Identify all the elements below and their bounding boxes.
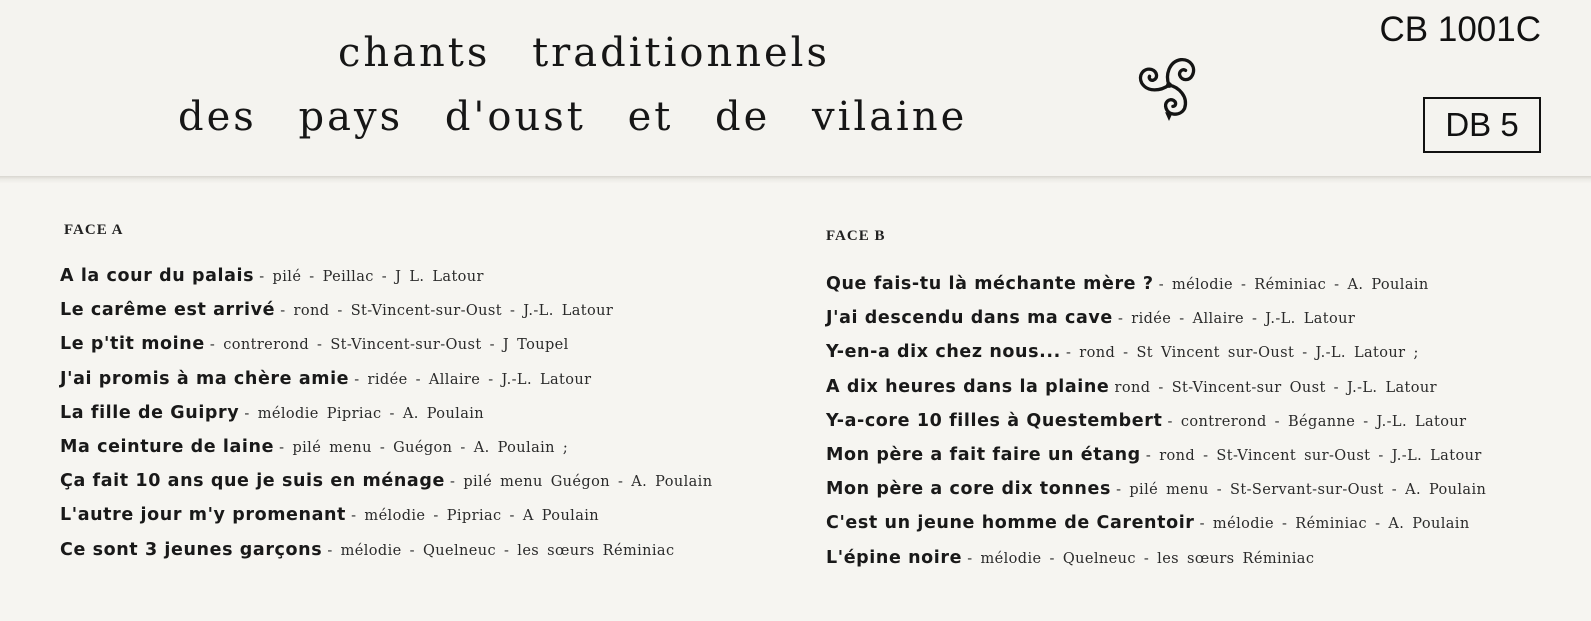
track-details: - mélodie - Réminiac - A. Poulain (1158, 277, 1429, 293)
track-row (826, 445, 1486, 479)
track-details: - mélodie - Réminiac - A. Poulain (1199, 516, 1470, 533)
track-details: - rond - St-Vincent-sur-Oust - J.-L. Latour (280, 303, 614, 320)
face-b-heading: FACE B (826, 228, 886, 244)
track-row (826, 274, 1486, 308)
track-row (60, 403, 712, 437)
album-title-line-1: chants traditionnels (338, 30, 830, 76)
track-details: - pilé menu - Guégon - A. Poulain ; (279, 439, 569, 456)
track-title: Le carême est arrivé (60, 300, 276, 321)
track-title: A la cour du palais (60, 266, 255, 286)
track-row (826, 377, 1486, 411)
triskele-icon (1130, 48, 1208, 122)
track-details: - mélodie - Quelneuc - les sœurs Réminiac (967, 550, 1315, 567)
track-details: - mélodie - Pipriac - A Poulain (351, 508, 600, 525)
track-row (60, 505, 712, 539)
fold-divider (0, 176, 1591, 184)
track-title: Mon père a core dix tonnes (826, 479, 1111, 500)
track-row (826, 308, 1486, 342)
track-details: rond - St-Vincent-sur Oust - J.-L. Latour (1114, 379, 1437, 396)
album-title-line-2: des pays d'oust et de vilaine (178, 94, 968, 140)
track-title: L'épine noire (826, 547, 963, 568)
track-row (60, 266, 712, 300)
track-row (60, 540, 712, 574)
track-row (60, 300, 712, 334)
track-details: - rond - St Vincent sur-Oust - J.-L. Latour ; (1065, 345, 1419, 362)
track-details: - contrerond - Béganne - J.-L. Latour (1167, 413, 1467, 430)
track-details: - ridée - Allaire - J.-L. Latour (354, 371, 592, 388)
product-code-box: DB 5 (1423, 97, 1541, 153)
track-details: - mélodie - Quelneuc - les sœurs Réminiac (327, 542, 675, 559)
cover-header-panel (0, 0, 1591, 176)
track-row (826, 411, 1486, 445)
track-title: Y-en-a dix chez nous... (826, 342, 1061, 363)
track-details: - mélodie Pipriac - A. Poulain (244, 405, 485, 422)
track-details: - ridée - Allaire - J.-L. Latour (1117, 311, 1356, 328)
track-details: - rond - St-Vincent sur-Oust - J.-L. Latour (1145, 447, 1482, 464)
track-row (60, 471, 712, 505)
track-details: - contrerond - St-Vincent-sur-Oust - J Toupel (209, 337, 569, 354)
track-row (826, 548, 1486, 582)
track-title: Ça fait 10 ans que je suis en ménage (60, 471, 445, 492)
track-row (826, 342, 1486, 376)
track-title: Le p'tit moine (60, 334, 205, 355)
track-title: A dix heures dans la plaine (826, 376, 1110, 397)
catalog-number: CB 1001C (1379, 10, 1541, 49)
track-title: Ma ceinture de laine (60, 436, 275, 457)
track-details: - pilé - Peillac - J L. Latour (259, 269, 484, 285)
face-a-heading: FACE A (64, 222, 124, 238)
track-title: J'ai promis à ma chère amie (60, 368, 350, 389)
face-b-track-list (826, 274, 1486, 582)
track-row (60, 369, 712, 403)
track-details: - pilé menu - St-Servant-sur-Oust - A. Poulain (1116, 482, 1487, 499)
track-row (60, 334, 712, 368)
track-title: J'ai descendu dans ma cave (826, 308, 1113, 329)
track-title: C'est un jeune homme de Carentoir (826, 513, 1195, 534)
track-title: Y-a-core 10 filles à Questembert (826, 410, 1163, 431)
track-title: Mon père a fait faire un étang (826, 444, 1141, 465)
track-details: - pilé menu Guégon - A. Poulain (450, 474, 713, 491)
face-a-track-list (60, 266, 712, 574)
track-title: Ce sont 3 jeunes garçons (60, 539, 323, 560)
track-title: L'autre jour m'y promenant (60, 505, 347, 526)
track-row (60, 437, 712, 471)
track-row (826, 513, 1486, 547)
track-row (826, 479, 1486, 513)
track-title: La fille de Guipry (60, 402, 240, 423)
track-title: Que fais-tu là méchante mère ? (826, 274, 1154, 294)
